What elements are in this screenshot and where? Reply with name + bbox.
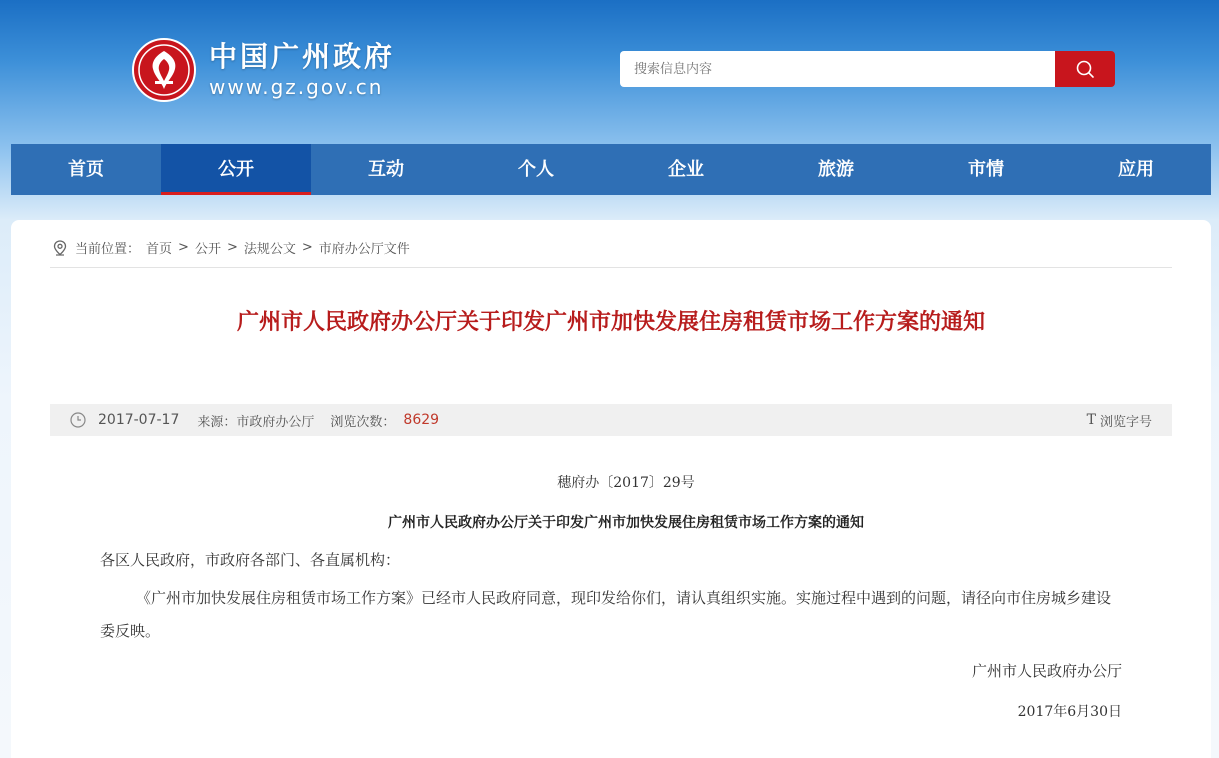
signature-organization: 广州市人民政府办公厅 (971, 662, 1122, 680)
site-header (0, 0, 1219, 144)
breadcrumb-separator: > (226, 240, 238, 255)
search-input[interactable] (620, 51, 1055, 87)
document-number: 穗府办〔2017〕29号 (557, 475, 695, 491)
guangzhou-emblem-icon (131, 37, 197, 103)
nav-item-apps[interactable]: 应用 (1118, 159, 1154, 180)
search-bar (620, 51, 1115, 87)
font-size-label: 浏览字号 (1099, 414, 1152, 430)
font-size-button[interactable] (1087, 411, 1152, 430)
article-meta-bar (50, 404, 1172, 436)
main-nav (11, 144, 1211, 195)
views-count: 8629 (403, 412, 440, 428)
breadcrumb-separator: > (178, 240, 189, 255)
nav-item-interact[interactable]: 互动 (368, 159, 404, 180)
publish-date: 2017-07-17 (98, 412, 180, 428)
document-salutation: 各区人民政府，市政府各部门、各直属机构： (100, 551, 401, 569)
content-panel (11, 220, 1211, 758)
nav-item-home[interactable]: 首页 (68, 159, 104, 180)
document-title: 广州市人民政府办公厅关于印发广州市加快发展住房租赁市场工作方案的通知 (388, 515, 864, 531)
article-title: 广州市人民政府办公厅关于印发广州市加快发展住房租赁市场工作方案的通知 (236, 310, 985, 335)
nav-item-enterprise[interactable]: 企业 (668, 159, 704, 180)
views-label: 浏览次数： (330, 414, 396, 430)
breadcrumb-prefix: 当前位置： (75, 242, 141, 257)
breadcrumb-separator: > (301, 240, 313, 255)
search-icon (1075, 59, 1095, 79)
breadcrumb-item-office-docs[interactable]: 市府办公厅文件 (318, 242, 410, 257)
site-logo[interactable] (131, 37, 395, 103)
breadcrumb (53, 238, 410, 257)
breadcrumb-item-home[interactable]: 首页 (146, 242, 173, 257)
document-paragraph: 《广州市加快发展住房租赁市场工作方案》已经市人民政府同意，现印发给你们，请认真组织实施。实施过程中遇到的问题，请径向市住房城乡建设委反映。 (100, 589, 1112, 640)
location-pin-icon (53, 240, 67, 256)
breadcrumb-item-regulations[interactable]: 法规公文 (243, 242, 296, 257)
breadcrumb-divider (50, 267, 1172, 268)
text-size-icon: T (1086, 412, 1096, 428)
search-button[interactable] (1055, 51, 1115, 87)
signature-date: 2017年6月30日 (1017, 704, 1122, 720)
site-url: www.gz.gov.cn (209, 75, 384, 99)
site-name: 中国广州政府 (209, 40, 396, 73)
breadcrumb-item-public[interactable]: 公开 (194, 242, 221, 257)
nav-item-personal[interactable]: 个人 (518, 159, 554, 180)
article-source: 来源：市政府办公厅 (197, 414, 315, 430)
nav-item-city-info[interactable]: 市情 (968, 159, 1004, 180)
clock-icon (70, 412, 86, 428)
nav-item-tourism[interactable]: 旅游 (818, 159, 854, 180)
nav-item-public[interactable]: 公开 (161, 144, 311, 195)
